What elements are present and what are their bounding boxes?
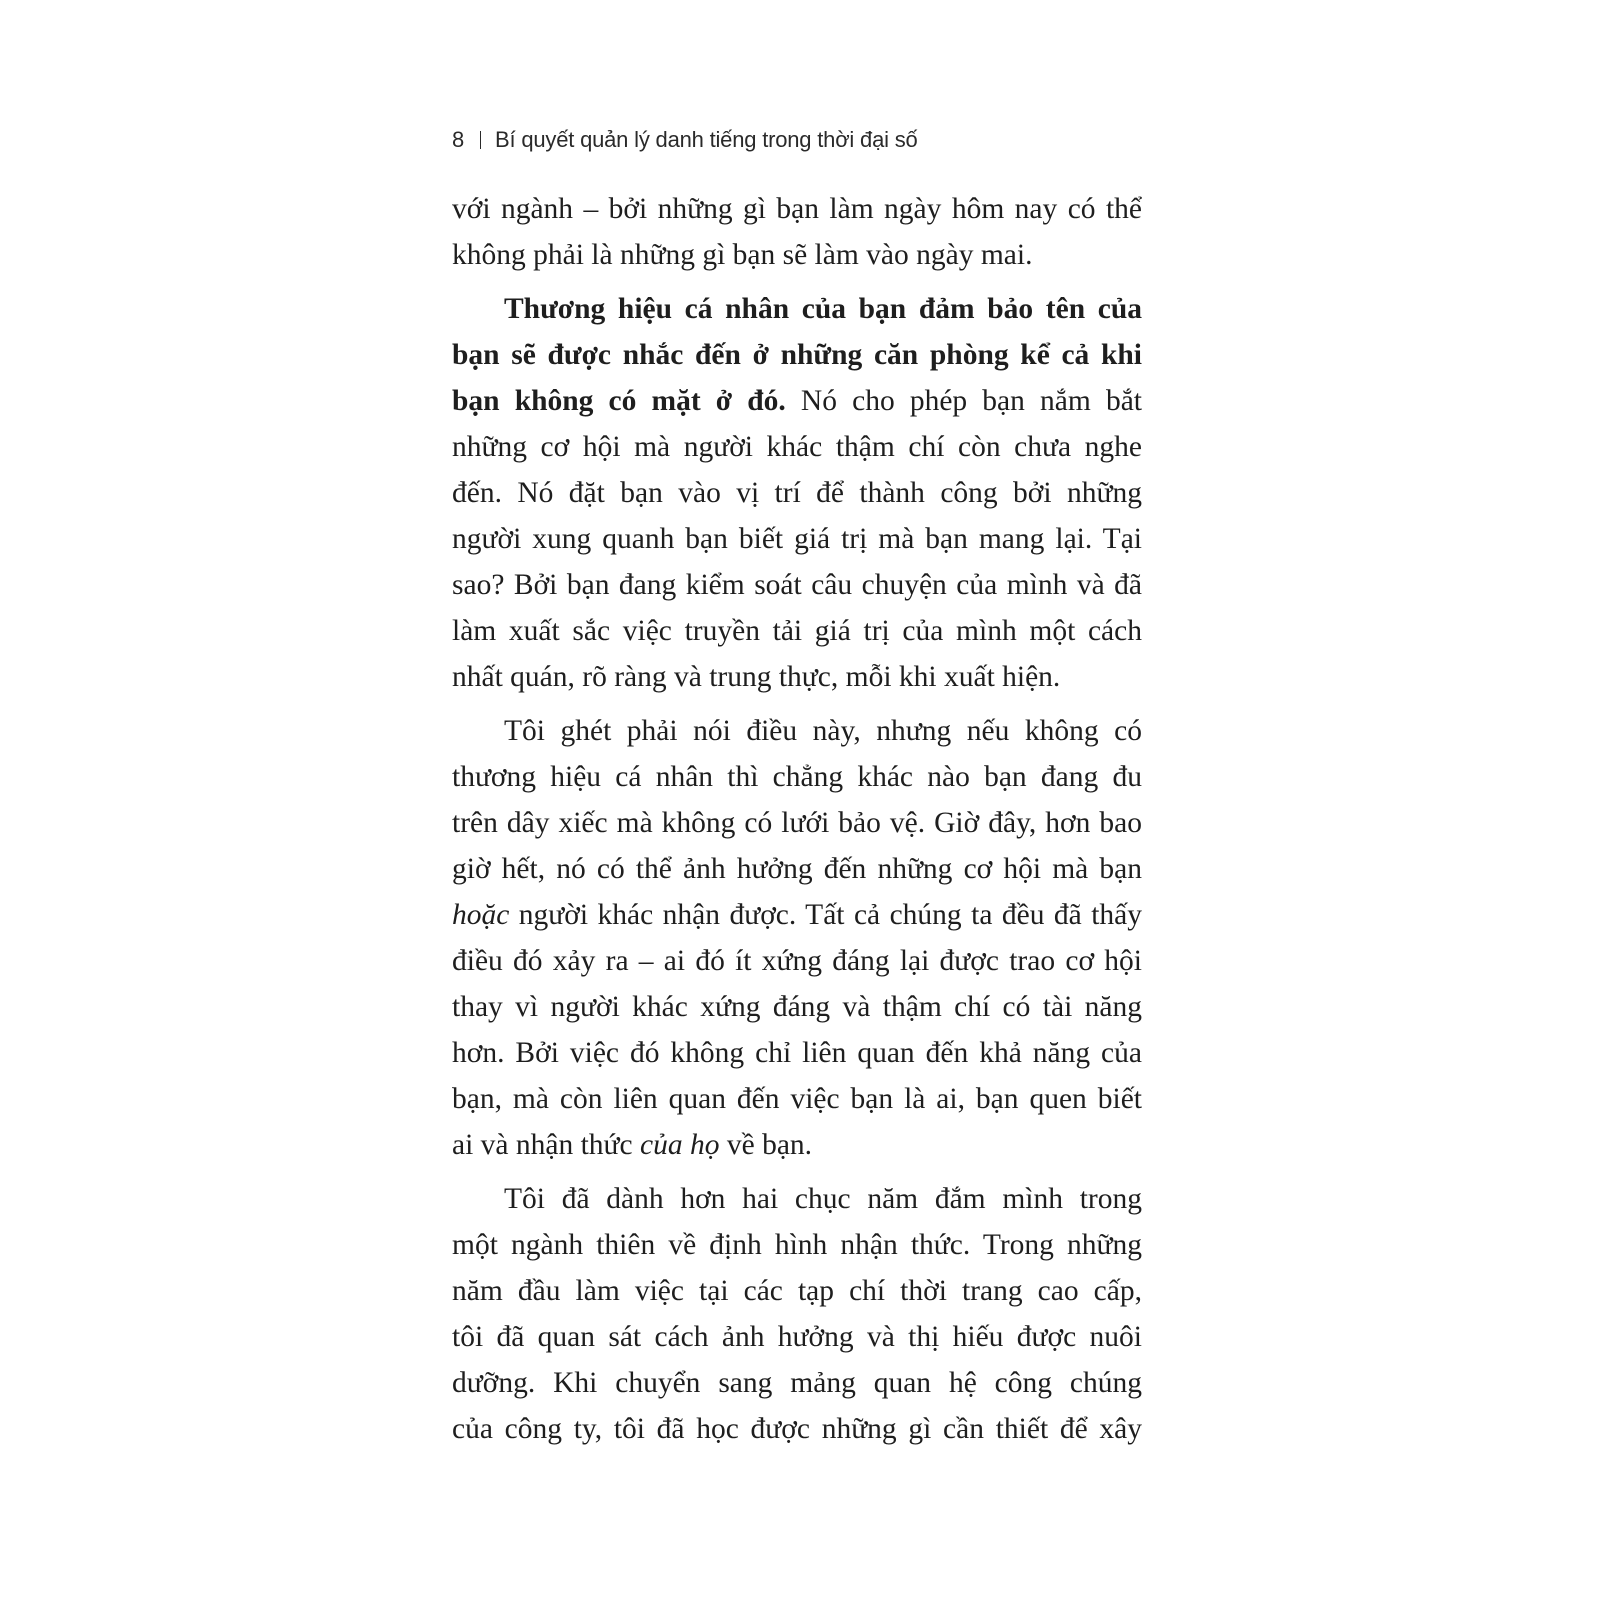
- text-line: thay vì người khác xứng đáng và thậm chí có tài năng: [452, 991, 1142, 1023]
- italic-emphasis: của họ: [640, 1129, 720, 1161]
- body-text: [452, 186, 1142, 1452]
- text-line: sao? Bởi bạn đang kiểm soát câu chuyện của mình và đã: [452, 569, 1142, 601]
- bold-statement: bạn sẽ được nhắc đến ở những căn phòng kể cả khi: [452, 339, 1142, 371]
- book-title: Bí quyết quản lý danh tiếng trong thời đại số: [495, 127, 918, 152]
- text-line: Tôi ghét phải nói điều này, nhưng nếu không có: [504, 715, 1142, 747]
- text-line: đến. Nó đặt bạn vào vị trí để thành công bởi những: [452, 477, 1142, 509]
- text-span: người khác nhận được. Tất cả chúng ta đều đã thấy: [509, 899, 1142, 931]
- text-line: với ngành – bởi những gì bạn làm ngày hôm nay có thể: [452, 193, 1142, 225]
- text-line: tôi đã quan sát cách ảnh hưởng và thị hiếu được nuôi: [452, 1321, 1142, 1353]
- text-span: ai và nhận thức: [452, 1129, 641, 1161]
- text-line: làm xuất sắc việc truyền tải giá trị của mình một cách: [452, 615, 1142, 647]
- text-line: [452, 892, 1142, 938]
- text-line: [452, 378, 1142, 424]
- text-line: của công ty, tôi đã học được những gì cần thiết để xây: [452, 1413, 1142, 1445]
- text-line: [452, 1122, 1142, 1168]
- text-line: năm đầu làm việc tại các tạp chí thời trang cao cấp,: [452, 1275, 1142, 1307]
- text-line: trên dây xiếc mà không có lưới bảo vệ. Giờ đây, hơn bao: [452, 807, 1142, 839]
- text-line: Tôi đã dành hơn hai chục năm đắm mình trong: [504, 1183, 1142, 1215]
- paragraph-3: [452, 708, 1142, 1168]
- bold-statement: Thương hiệu cá nhân của bạn đảm bảo tên của: [504, 293, 1142, 325]
- text-span: về bạn.: [719, 1129, 813, 1161]
- running-header: [452, 120, 1152, 160]
- text-span: Nó cho phép bạn nắm bắt: [785, 385, 1142, 417]
- text-line: dưỡng. Khi chuyển sang mảng quan hệ công chúng: [452, 1367, 1142, 1399]
- paragraph-1: [452, 186, 1142, 278]
- text-line: thương hiệu cá nhân thì chẳng khác nào bạn đang đu: [452, 761, 1142, 793]
- bold-statement: bạn không có mặt ở đó.: [452, 385, 786, 417]
- text-line: điều đó xảy ra – ai đó ít xứng đáng lại được trao cơ hội: [452, 945, 1142, 977]
- text-line: giờ hết, nó có thể ảnh hưởng đến những cơ hội mà bạn: [452, 853, 1142, 885]
- text-line: bạn, mà còn liên quan đến việc bạn là ai, bạn quen biết: [452, 1083, 1142, 1115]
- text-line: nhất quán, rõ ràng và trung thực, mỗi khi xuất hiện.: [452, 661, 1061, 693]
- page-number: 8: [452, 127, 465, 152]
- paragraph-4: [452, 1176, 1142, 1452]
- text-line: [452, 332, 1142, 378]
- text-line: một ngành thiên về định hình nhận thức. Trong những: [452, 1229, 1142, 1261]
- text-line: không phải là những gì bạn sẽ làm vào ngày mai.: [452, 239, 1033, 271]
- header-separator: [480, 131, 481, 149]
- paragraph-2: [452, 286, 1142, 700]
- text-line: những cơ hội mà người khác thậm chí còn chưa nghe: [452, 431, 1142, 463]
- italic-emphasis: hoặc: [452, 899, 510, 931]
- text-line: hơn. Bởi việc đó không chỉ liên quan đến khả năng của: [452, 1037, 1142, 1069]
- text-line: [452, 286, 1142, 332]
- text-line: người xung quanh bạn biết giá trị mà bạn mang lại. Tại: [452, 523, 1142, 555]
